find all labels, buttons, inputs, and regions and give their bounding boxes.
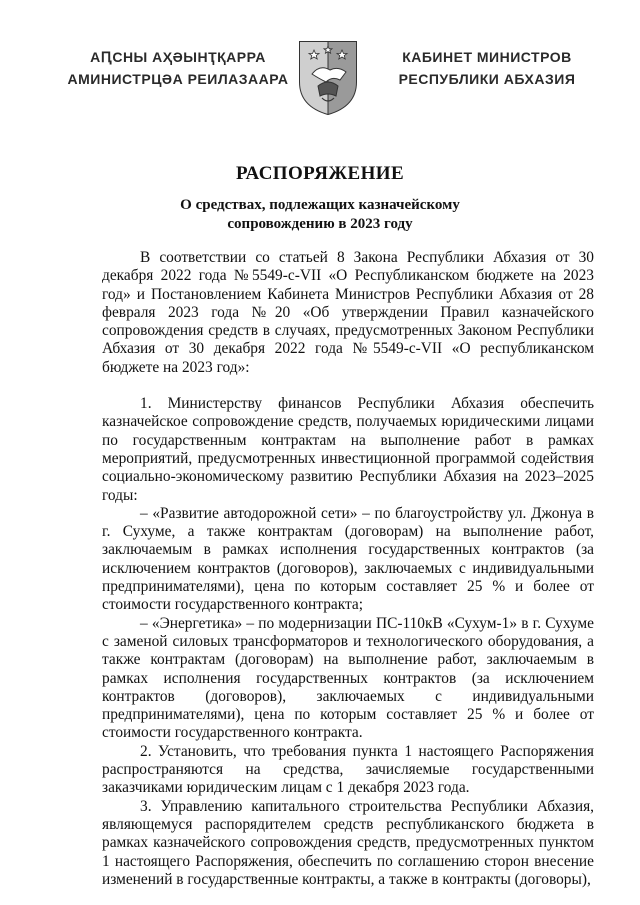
item-1-energy: – «Энергетика» – по модернизации ПС-110кВ «Сухум-1» в г. Сухуме с заменой силовых трансформаторов и технологического оборудования, а также контрактам (договорам) на выполнение работ, заключаемым в рамках исполнения государственных контрактов (за исключением контрактов (договоров), заключаемых с индивидуальными предпринимателями), цена по которым составляет 25 % и более от стоимости государственного контракта. [102, 614, 594, 742]
header-left-line1: АԤСНЫ АҲӘЫНҬҚАРРА [90, 49, 266, 65]
subtitle-line2: сопровождению в 2023 году [227, 216, 413, 232]
header-right-line1: КАБИНЕТ МИНИСТРОВ [402, 49, 572, 65]
header-right-line2: РЕСПУБЛИКИ АБХАЗИЯ [398, 71, 576, 87]
subtitle-line1: О средствах, подлежащих казначейскому [180, 197, 460, 213]
item-1-road-network: – «Развитие автодорожной сети» – по благоустройству ул. Джонуа в г. Сухуме, а также контрактам (договорам) на выполнение работ, заключаемым в рамках исполнения государственных контрактов (за исключением контрактов (договоров), заключаемых с индивидуальными предпринимателями), цена по которым составляет 25 % и более от стоимости государственного контракта; [102, 504, 594, 614]
item-1-paragraph: 1. Министерству финансов Республики Абхазия обеспечить казначейское сопровождение средств, получаемых юридическими лицами по государственным контрактам на выполнение работ в рамках мероприятий, предусмотренных инвестиционной программой содействия социально-экономическому развитию Республики Абхазия на 2023–2025 годы: [102, 395, 594, 504]
header-left-line2: АМИНИСТРЦӘА РЕИЛАЗААРА [67, 71, 289, 87]
document-subtitle [160, 196, 480, 234]
coat-of-arms-icon [296, 38, 360, 116]
document-body [102, 249, 594, 889]
header-russian-title [372, 46, 602, 90]
item-3-paragraph: 3. Управлению капитального строительства Республики Абхазия, являющемуся распорядителем средств республиканского бюджета в рамках казначейского сопровождения средств, предусмотренных пунктом 1 настоящего Распоряжения, обеспечить по соглашению сторон внесение изменений в государственные контракты, а также в контракты (договоры), [102, 797, 594, 888]
item-2-paragraph: 2. Установить, что требования пункта 1 настоящего Распоряжения распространяются на средства, зачисляемые государственными заказчиками юридическим лицам с 1 декабря 2023 года. [102, 742, 594, 797]
header-abkhaz-title [58, 46, 298, 90]
preamble-paragraph: В соответствии со статьей 8 Закона Республики Абхазия от 30 декабря 2022 года №5549-с-VII «О Республиканском бюджете на 2023 год» и Постановлением Кабинета Министров Республики Абхазия от 28 февраля 2023 года №20 «Об утверждении Правил казначейского сопровождения средств в случаях, предусмотренных Законом Республики Абхазия от 30 декабря 2022 года №5549-с-VII «О республиканском бюджете на 2023 год»: [102, 249, 594, 376]
document-title: РАСПОРЯЖЕНИЕ [235, 163, 405, 184]
